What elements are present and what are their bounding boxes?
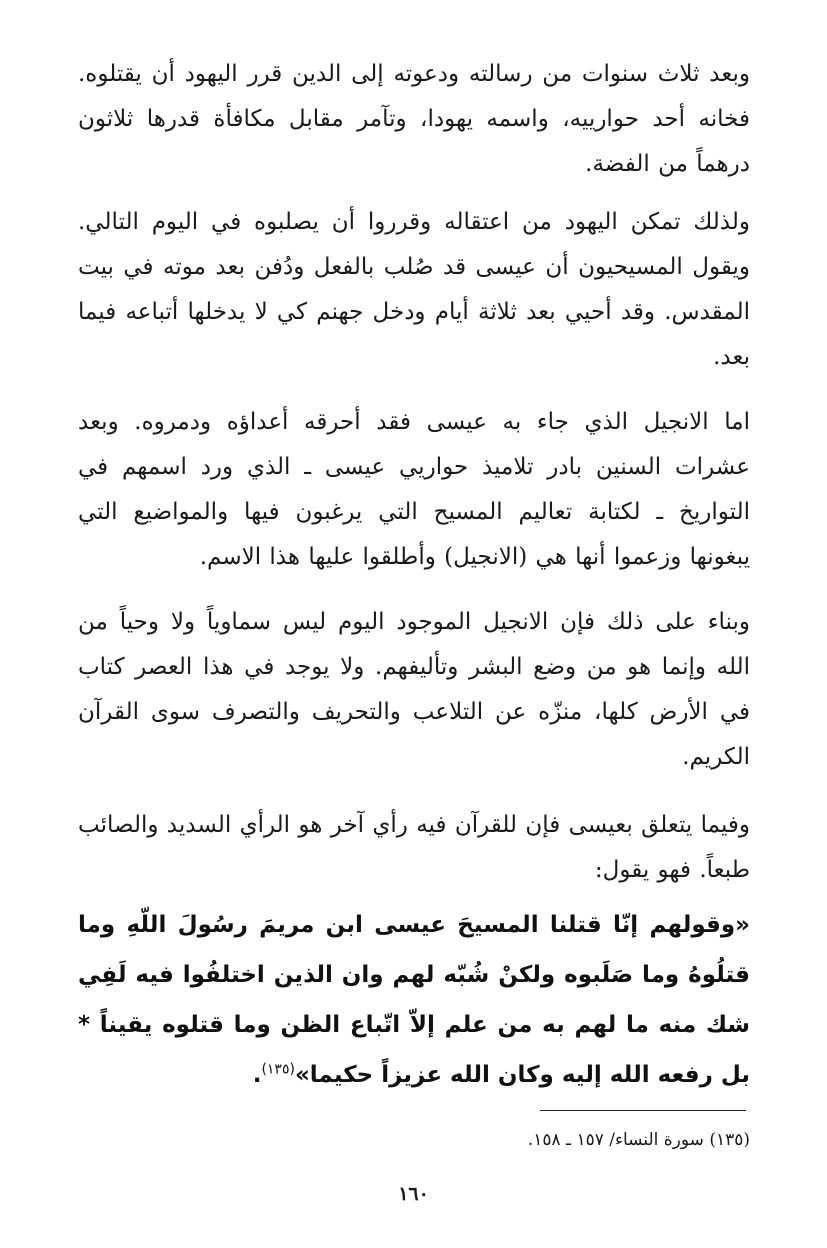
paragraph-2 (78, 200, 750, 380)
footnote-divider (540, 1110, 746, 1111)
quran-verse (78, 900, 750, 1100)
footnote: (١٣٥) سورة النساء/ ١٥٧ ـ ١٥٨. (527, 1130, 750, 1150)
paragraph-1 (78, 52, 750, 187)
quran-verse-block (78, 900, 750, 1100)
paragraph-4 (78, 600, 750, 780)
paragraph-text: اما الانجيل الذي جاء به عيسى فقد أحرقه أعداؤه ودمروه. وبعد عشرات السنين بادر تلاميذ حواريي عيسى ـ الذي ورد اسمهم في التواريخ ـ لكتابة تعاليم المسيح التي يرغبون فيها والمواضيع التي يبغونها وزعموا أنها هي (الانجيل) وأطلقوا عليها هذا الاسم. (78, 409, 750, 570)
verse-text: «وقولهم إنّا قتلنا المسيحَ عيسى ابن مريمَ رسُولَ اللّهِ وما قتلُوهُ وما صَلَبوه ولكنْ شُبّه لهم وان الذين اختلفُوا فيه لَفِي شك منه ما لهم به من علم إلاّ اتّباع الظن وما قتلوه يقيناً * بل رفعه الله إليه وكان الله عزيزاً حكيما» (78, 912, 750, 1088)
footnote-marker: (١٣٥) (261, 1061, 295, 1078)
paragraph-5 (78, 803, 750, 893)
paragraph-text: وبعد ثلاث سنوات من رسالته ودعوته إلى الدين قرر اليهود أن يقتلوه. فخانه أحد حوارييه، واسمه يهودا، وتآمر مقابل مكافأة قدرها ثلاثون درهماً من الفضة. (78, 61, 750, 177)
paragraph-text: وفيما يتعلق بعيسى فإن للقرآن فيه رأي آخر هو الرأي السديد والصائب طبعاً. فهو يقول: (78, 812, 750, 883)
paragraph-3 (78, 400, 750, 580)
verse-tail: . (252, 1062, 262, 1088)
paragraph-text: وبناء على ذلك فإن الانجيل الموجود اليوم ليس سماوياً ولا وحياً من الله وإنما هو من وضع البشر وتأليفهم. ولا يوجد في هذا العصر كتاب في الأرض كلها، منزّه عن التلاعب والتحريف والتصرف سوى القرآن الكريم. (78, 609, 750, 770)
paragraph-text: ولذلك تمكن اليهود من اعتقاله وقرروا أن يصلبوه في اليوم التالي. ويقول المسيحيون أن عيسى قد صُلب بالفعل ودُفن بعد موته في بيت المقدس. وقد أحيي بعد ثلاثة أيام ودخل جهنم كي لا يدخلها أتباعه فيما بعد. (78, 209, 750, 370)
page-number: ١٦٠ (398, 1183, 429, 1205)
